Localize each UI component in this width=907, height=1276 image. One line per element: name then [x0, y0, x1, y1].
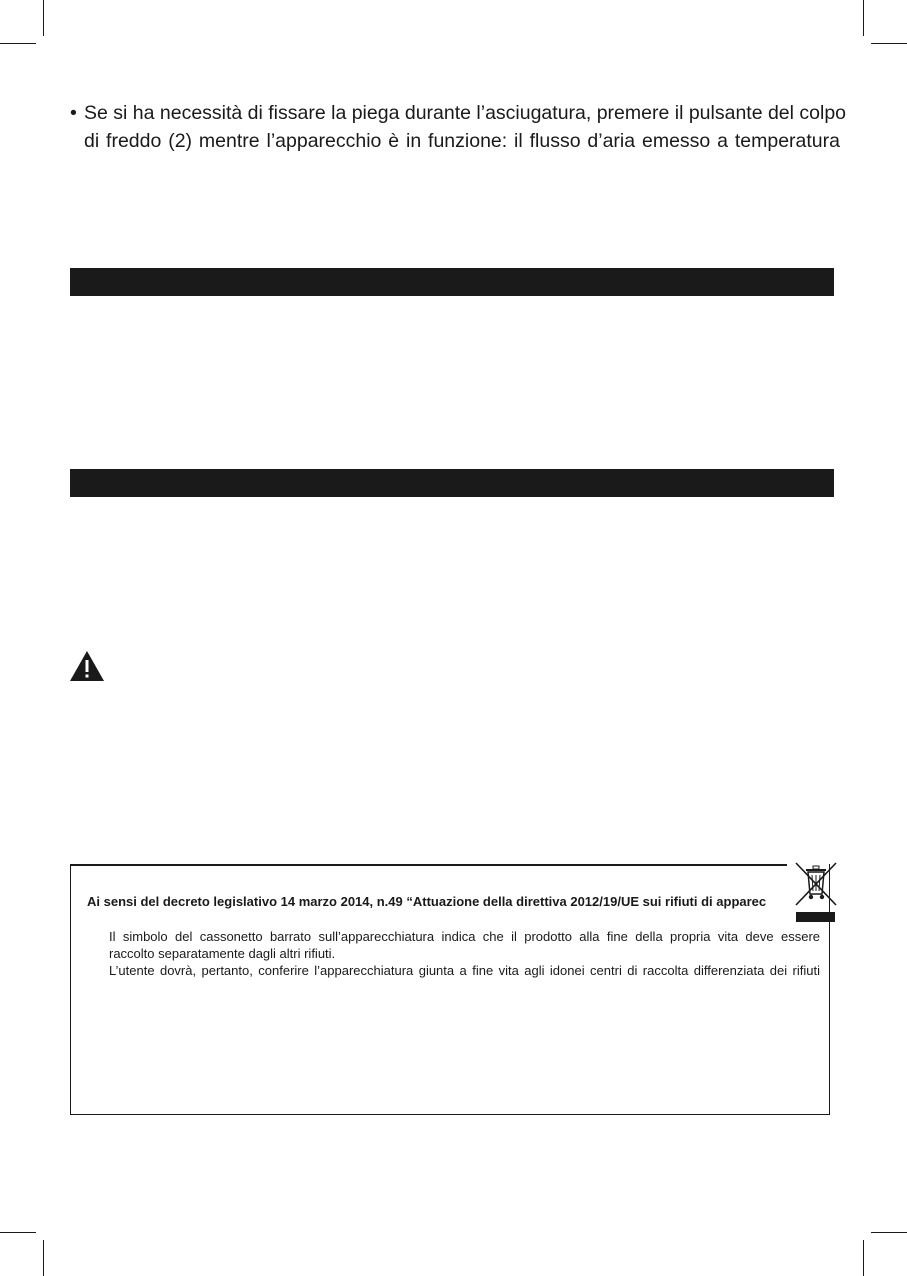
- bullet-text-1: Se si ha necessità di fissare la piega durante l’asciugatura, premere il pulsante del colpo: [84, 102, 847, 124]
- bullet-line-1: [70, 99, 847, 127]
- notice-box-top-border: [70, 864, 787, 866]
- weee-underline-bar: [796, 912, 835, 922]
- section-header-bar: [70, 268, 834, 296]
- notice-heading: Ai sensi del decreto legislativo 14 marzo 2014, n.49 “Attuazione della direttiva 2012/19/UE sui rifiuti di apparec: [87, 894, 767, 909]
- crop-mark: [43, 0, 44, 36]
- bullet-line-2: di freddo (2) mentre l’apparecchio è in funzione: il flusso d’aria emesso a temperatura: [84, 130, 840, 152]
- notice-body-line: Il simbolo del cassonetto barrato sull’apparecchiatura indica che il prodotto alla fine della propria vita deve essere: [109, 929, 820, 944]
- bullet-marker: •: [70, 102, 77, 124]
- crop-mark: [43, 1240, 44, 1276]
- crop-mark: [0, 1232, 36, 1233]
- crop-mark: [0, 43, 36, 44]
- bullet-paragraph: [70, 99, 847, 155]
- crop-mark: [871, 1232, 907, 1233]
- notice-body-line: raccolto separatamente dagli altri rifiuti.: [109, 946, 336, 961]
- notice-body-line: L’utente dovrà, pertanto, conferire l’apparecchiatura giunta a fine vita agli idonei centri di raccolta differenziata dei rifiuti: [109, 963, 820, 978]
- notice-body: [109, 928, 820, 979]
- crossed-out-wheelie-bin-icon: [793, 860, 839, 908]
- crop-mark: [871, 43, 907, 44]
- warning-triangle-icon: [69, 650, 105, 682]
- crop-mark: [863, 1240, 864, 1276]
- section-header-bar: [70, 469, 834, 497]
- crop-mark: [863, 0, 864, 36]
